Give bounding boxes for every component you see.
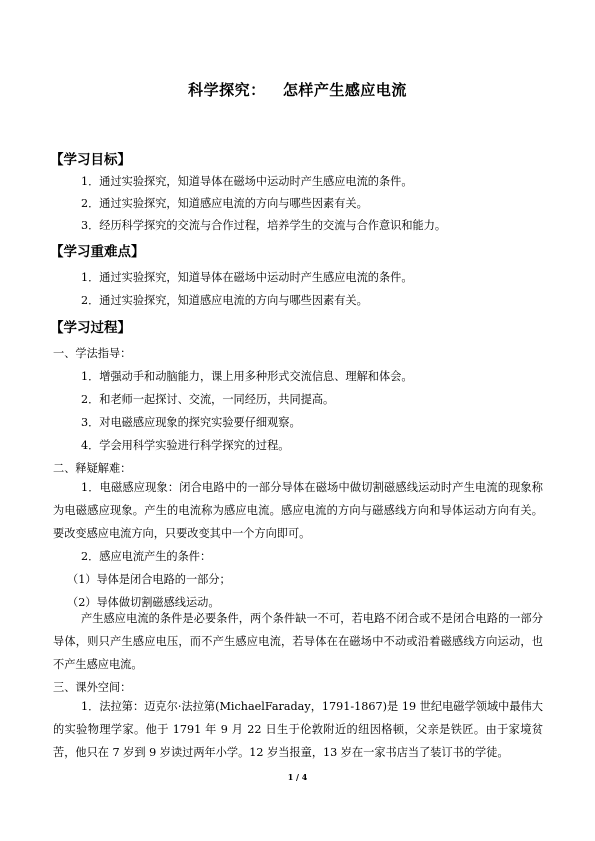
goal-item: 2．通过实验探究，知道感应电流的方向与哪些因素有关。 [81, 197, 368, 210]
part-label-method: 一、学法指导： [53, 347, 132, 360]
paragraph-conditions-explanation: 产生感应电流的条件是必要条件，两个条件缺一不可，若电路不闭合或不是闭合电路的一部分导体，则只产生感应电压，而不产生感应电流，若导体在在磁场中不动或沿着磁感线方向运动，也不产生感应电流。 [53, 612, 543, 671]
condition-item: （2）导体做切割磁感线运动。 [67, 596, 220, 609]
goal-item: 3．经历科学探究的交流与合作过程，培养学生的交流与合作意识和能力。 [81, 219, 447, 232]
part-label-explain: 二、释疑解难： [53, 462, 132, 475]
method-item: 2．和老师一起探讨、交流，一同经历，共同提高。 [81, 393, 335, 406]
condition-item: （1）导体是闭合电路的一部分； [67, 573, 231, 586]
section-heading-goals: 【学习目标】 [50, 152, 131, 168]
method-item: 4．学会用科学实验进行科学探究的过程。 [81, 439, 290, 452]
paragraph-faraday: 1．法拉第：迈克尔·法拉第(MichaelFaraday，1791-1867)是 19 世纪电磁学领域中最伟大的实验物理学家。他于 1791 年 9 月 22 日生于伦敦附近的纽因格顿，父亲是铁匠。由于家境贫苦，他只在 7 岁到 9 岁读过两年小学。12 岁当报童，13 岁在一家书店当了装订书的学徒。 [53, 700, 543, 759]
keypoint-item: 2．通过实验探究，知道感应电流的方向与哪些因素有关。 [81, 294, 368, 307]
method-item: 1．增强动手和动脑能力，课上用多种形式交流信息、理解和体会。 [81, 370, 413, 383]
paragraph-induction-definition: 1．电磁感应现象：闭合电路中的一部分导体在磁场中做切割磁感线运动时产生电流的现象称为电磁感应现象。产生的电流称为感应电流。感应电流的方向与磁感线方向和导体运动方向有关。要改变感应电流方向，只要改变其中一个方向即可。 [53, 481, 543, 540]
section-heading-process: 【学习过程】 [50, 320, 131, 336]
page-number: 1 / 4 [287, 772, 308, 782]
section-heading-keypoints: 【学习重难点】 [50, 244, 145, 260]
part-label-extracurricular: 三、课外空间： [53, 681, 132, 694]
goal-item: 1．通过实验探究，知道导体在磁场中运动时产生感应电流的条件。 [81, 175, 413, 188]
page-title: 科学探究： 怎样产生感应电流 [188, 81, 407, 99]
keypoint-item: 1．通过实验探究，知道导体在磁场中运动时产生感应电流的条件。 [81, 271, 413, 284]
method-item: 3．对电磁感应现象的探究实验要仔细观察。 [81, 416, 301, 429]
conditions-label: 2．感应电流产生的条件： [81, 550, 212, 563]
